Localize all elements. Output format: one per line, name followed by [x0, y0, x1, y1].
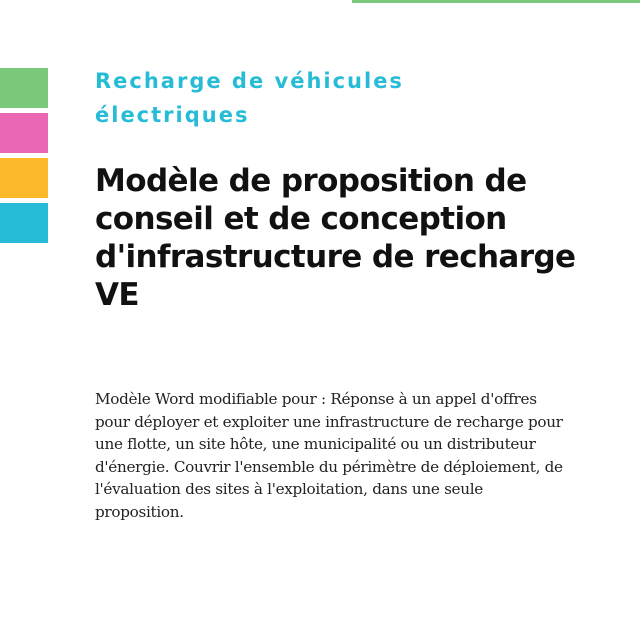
- decor-bar-pink: [0, 113, 48, 153]
- decor-bar-yellow: [0, 158, 48, 198]
- document-title: Modèle de proposition de conseil et de conception d'infrastructure de recharge VE: [95, 163, 576, 313]
- decor-bar-green: [0, 68, 48, 108]
- top-accent-line: [352, 0, 640, 3]
- category-line-2: électriques: [95, 103, 250, 127]
- category-heading: [95, 64, 595, 132]
- category-line-1: Recharge de véhicules: [95, 69, 404, 93]
- decor-bar-cyan: [0, 203, 48, 243]
- document-description: Modèle Word modifiable pour : Réponse à un appel d'offres pour déployer et exploiter une infrastructure de recharge pour une flotte, un site hôte, une municipalité ou un distributeur d'énergie. Couvrir l'ensemble du périmètre de déploiement, de l'évaluation des sites à l'exploitation, dans une seule proposition.: [95, 390, 563, 521]
